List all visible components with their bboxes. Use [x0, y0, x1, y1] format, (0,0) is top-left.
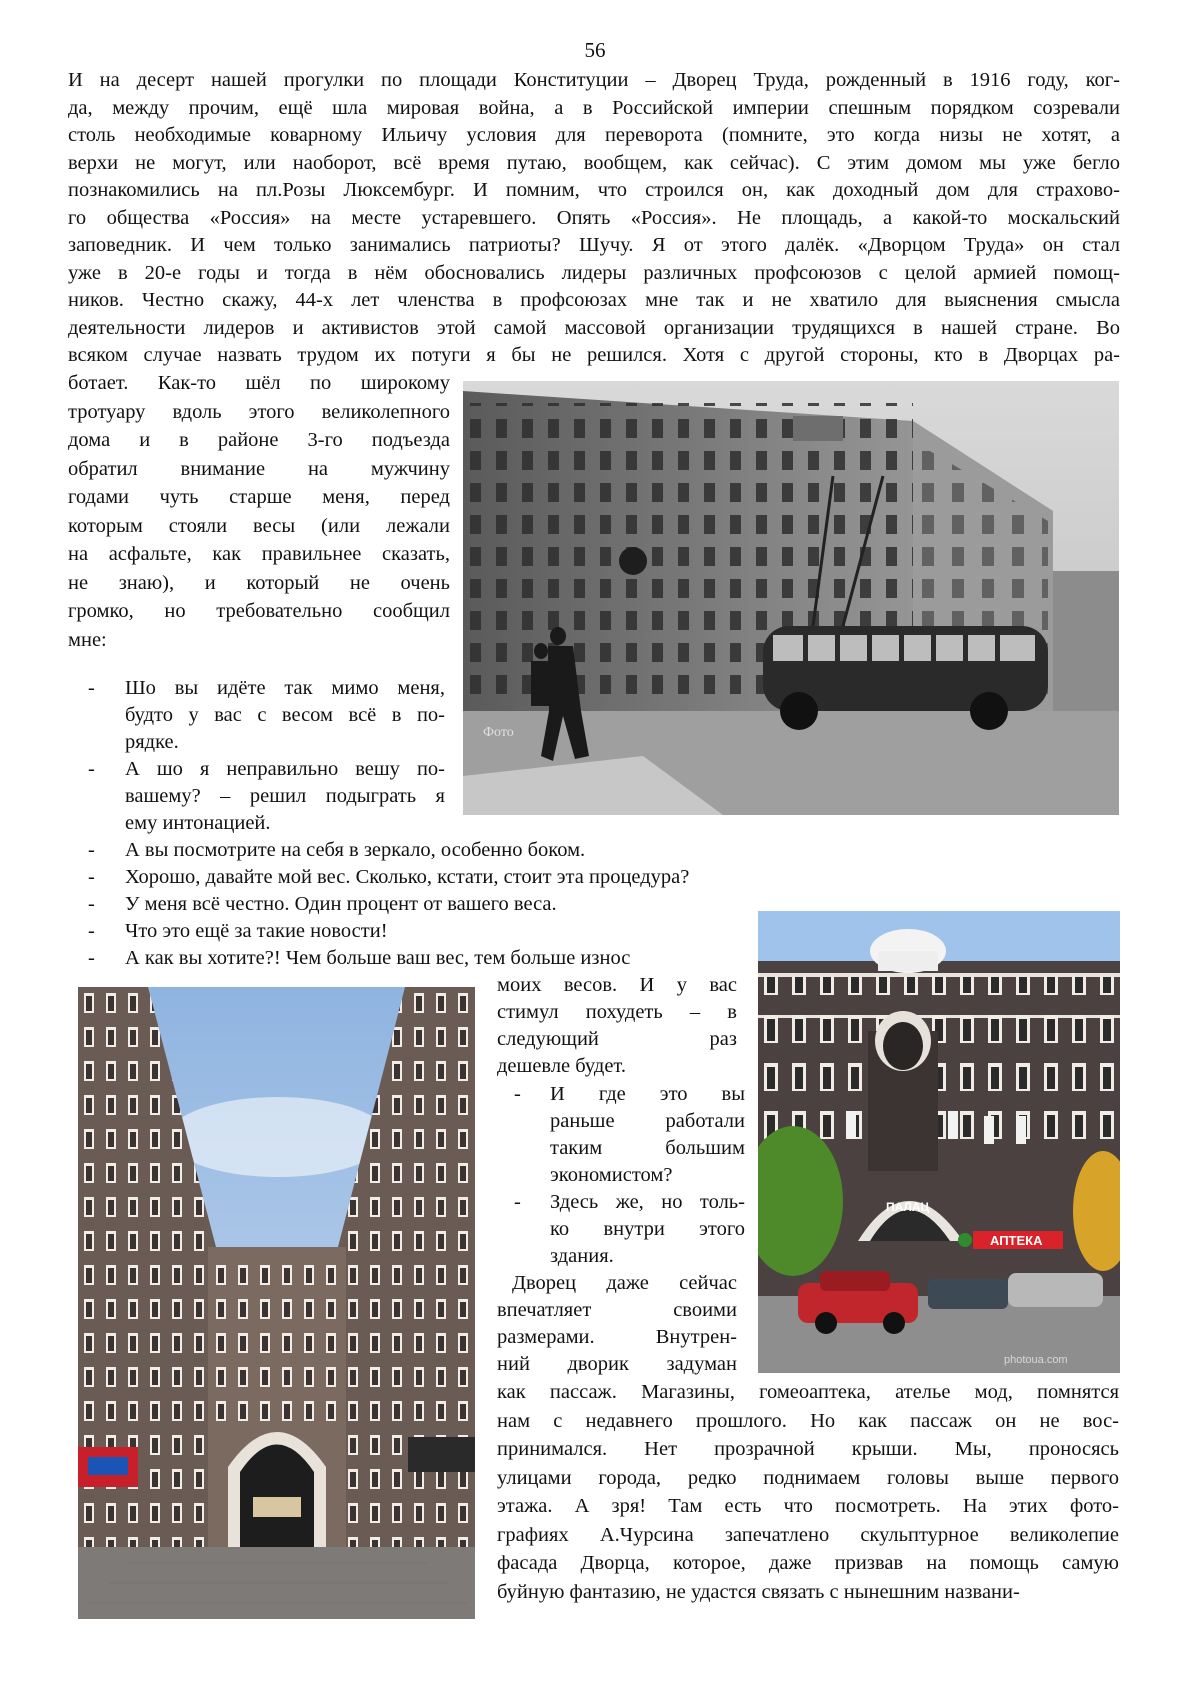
text-line: этажа. А зря! Там есть что посмотреть. На этих фото- [497, 1495, 1119, 1517]
dialogue-dash: - [88, 677, 95, 699]
text-line: на асфальте, как правильнее сказать, [68, 543, 450, 565]
dialogue-line: моих весов. И у вас [497, 974, 737, 996]
arch-sign: ПАЛАЦ [886, 1200, 930, 1214]
dialogue-dash: - [88, 893, 95, 915]
text-line: столь необходимые коварному Ильичу условия для переворота (помните, это когда низы не хотят, а [68, 124, 1120, 146]
dialogue-line: стимул похудеть – в [497, 1001, 737, 1023]
dialogue-line: А вы посмотрите на себя в зеркало, особенно боком. [125, 839, 586, 861]
text-line: верхи не могут, или наоборот, всё время путаю, вообщем, как сейчас). С этим домом мы уже бегло [68, 151, 1120, 174]
text-line: тротуару вдоль этого великолепного [68, 400, 450, 423]
text-line: ний дворик задуман [497, 1353, 737, 1375]
dialogue-dash: - [88, 758, 95, 780]
text-line: ботает. Как-то шёл по широкому [68, 372, 450, 394]
dialogue-line: рядке. [125, 731, 179, 753]
dialogue-line: вашему? – решил подыграть я [125, 785, 445, 807]
facade-photo-color [758, 911, 1120, 1373]
dialogue-line: таким большим [550, 1137, 745, 1159]
text-line: заповедник. И чем только занимались патриоты? Шучу. Я от этого далёк. «Дворцом Труда» он стал [68, 234, 1120, 256]
dialogue-line: экономистом? [550, 1164, 673, 1186]
photo-watermark: photoua.com [1004, 1354, 1068, 1366]
text-line: которым стояли весы (или лежали [68, 514, 450, 537]
text-line: И на десерт нашей прогулки по площади Конституции – Дворец Труда, рожденный в 1916 году, ког- [68, 69, 1120, 91]
text-line: улицами города, редко поднимаем головы выше первого [497, 1466, 1119, 1489]
text-line: обратил внимание на мужчину [68, 457, 450, 480]
page-number: 56 [584, 38, 606, 62]
text-line: деятельности лидеров и активистов этой самой массовой организации трудящихся в нашей стране. Во [68, 316, 1120, 339]
dialogue-line: А шо я неправильно вешу по- [125, 758, 445, 780]
text-line: нам с недавнего прошлого. Но как пассаж он не вос- [497, 1409, 1119, 1432]
dialogue-dash: - [88, 839, 95, 861]
pharmacy-sign: АПТЕКА [990, 1233, 1043, 1248]
text-line: мне: [68, 628, 107, 651]
text-line: да, между прочим, ещё шла мировая война, а в Российской империи спешным порядком созревали [68, 96, 1120, 119]
text-line: не знаю), и который не очень [68, 571, 450, 594]
dialogue-line: Что это ещё за такие новости! [125, 920, 388, 942]
text-line: буйную фантазию, не удастся связать с нынешним названи- [497, 1580, 1020, 1603]
dialogue-line: ему интонацией. [125, 812, 271, 834]
dialogue-line: следующий раз [497, 1028, 737, 1050]
text-line: ников. Честно скажу, 44-х лет членства в профсоюзах мне так и не хватило для выяснения смысла [68, 289, 1120, 311]
dialogue-line: Хорошо, давайте мой вес. Сколько, кстати, стоит эта процедура? [125, 866, 690, 888]
dialogue-line: А как вы хотите?! Чем больше ваш вес, тем больше износ [125, 947, 631, 969]
dialogue-dash: - [514, 1083, 521, 1105]
text-line: познакомились на пл.Розы Люксембург. И помним, что строился он, как доходный дом для страхово- [68, 179, 1120, 201]
photo-watermark: Фото [483, 725, 514, 740]
text-line: Дворец даже сейчас [512, 1272, 737, 1294]
archive-photo-trolleybus [463, 381, 1119, 815]
text-line: как пассаж. Магазины, гомеоаптека, ателье мод, помнятся [497, 1381, 1119, 1403]
text-line: громко, но требовательно сообщил [68, 600, 450, 622]
text-line: всяком случае назвать трудом их потуги я бы не решился. Хотя с другой стороны, кто в Дворцах ра- [68, 344, 1120, 366]
dialogue-line: раньше работали [550, 1110, 745, 1132]
text-line: фасада Дворца, которое, даже призвав на помощь самую [497, 1552, 1119, 1574]
text-line: дома и в районе 3-го подъезда [68, 429, 450, 451]
dialogue-line: И где это вы [550, 1083, 745, 1105]
dialogue-dash: - [88, 947, 95, 969]
dialogue-line: У меня всё честно. Один процент от вашего веса. [125, 893, 557, 915]
text-line: размерами. Внутрен- [497, 1326, 737, 1348]
dialogue-dash: - [88, 866, 95, 888]
text-line: го общества «Россия» на месте устаревшего. Опять «Россия». Не площадь, а какой-то москальский [68, 206, 1120, 229]
text-line: впечатляет своими [497, 1299, 737, 1321]
dialogue-line: здания. [550, 1245, 614, 1267]
text-line: принимался. Нет прозрачной крыши. Мы, проносясь [497, 1438, 1119, 1460]
dialogue-line: ко внутри этого [550, 1218, 745, 1240]
text-line: графиях А.Чурсина запечатлено скульптурное великолепие [497, 1523, 1119, 1546]
dialogue-line: будто у вас с весом всё в по- [125, 704, 445, 726]
text-line: годами чуть старше меня, перед [68, 486, 450, 508]
courtyard-photo [78, 987, 475, 1619]
text-line: уже в 20-е годы и тогда в нём обосновались лидеры различных профсоюзов с целой армией помощ- [68, 261, 1120, 284]
dialogue-dash: - [514, 1191, 521, 1213]
dialogue-line: Здесь же, но толь- [550, 1191, 745, 1213]
dialogue-line: дешевле будет. [497, 1055, 626, 1077]
dialogue-dash: - [88, 920, 95, 942]
dialogue-line: Шо вы идёте так мимо меня, [125, 677, 445, 699]
